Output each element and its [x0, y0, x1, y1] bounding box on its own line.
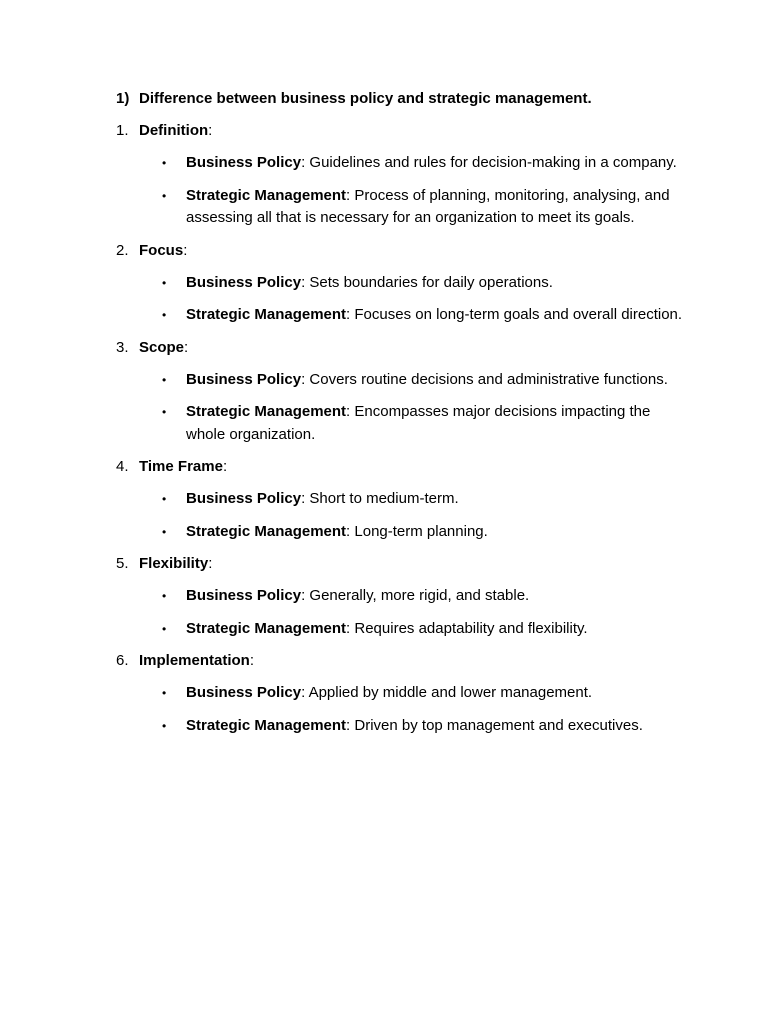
- section-header: [116, 337, 686, 359]
- section-number: 3.: [116, 338, 129, 356]
- heading-colon: :: [183, 241, 188, 259]
- bullet-icon: •: [162, 621, 167, 636]
- section-header: [116, 650, 686, 672]
- section-number: 1.: [116, 122, 129, 139]
- bullet-icon: •: [162, 524, 167, 539]
- section-implementation: [116, 650, 686, 737]
- bullet-item: [116, 369, 686, 392]
- bullet-icon: •: [162, 372, 167, 387]
- section-definition: [116, 120, 686, 230]
- section-heading: Implementation: [139, 652, 250, 669]
- section-header: [116, 553, 686, 575]
- section-scope: [116, 337, 686, 447]
- heading-colon: :: [208, 555, 213, 572]
- bullet-text: : Guidelines and rules for decision-making in a company.: [301, 154, 677, 171]
- bullet-icon: •: [162, 405, 167, 419]
- bullet-text: : Process of planning, monitoring, analysing, and assessing all that is necessary for an organization to meet its goals.: [186, 186, 670, 226]
- bullet-text: : Generally, more rigid, and stable.: [301, 587, 530, 604]
- bullet-term: Business Policy: [186, 490, 302, 507]
- section-heading: Focus: [139, 241, 184, 259]
- bullet-item: [116, 272, 686, 295]
- heading-colon: :: [222, 458, 228, 475]
- title-number: 1): [116, 90, 130, 107]
- bullet-text: : Short to medium-term.: [301, 490, 459, 507]
- bullet-text: : Sets boundaries for daily operations.: [301, 273, 553, 291]
- bullet-list: [116, 272, 686, 327]
- bullet-icon: •: [162, 156, 167, 170]
- bullet-text: : Requires adaptability and flexibility.: [346, 619, 588, 637]
- bullet-list: [116, 369, 686, 447]
- section-number: 2.: [116, 241, 129, 259]
- bullet-item: [116, 304, 686, 327]
- section-number: 5.: [116, 555, 129, 572]
- bullet-list: [116, 488, 686, 543]
- comparison-list: [116, 120, 686, 747]
- bullet-item: [116, 401, 686, 446]
- bullet-icon: •: [162, 589, 167, 603]
- bullet-icon: •: [162, 188, 167, 203]
- bullet-text: : Encompasses major decisions impacting the whole organization.: [186, 403, 651, 443]
- bullet-icon: •: [162, 308, 167, 322]
- bullet-list: [116, 585, 686, 640]
- section-time-frame: [116, 456, 686, 543]
- section-heading: Time Frame: [139, 458, 223, 475]
- section-header: [116, 456, 686, 478]
- bullet-list: [116, 682, 686, 737]
- bullet-term: Business Policy: [186, 684, 302, 701]
- section-flexibility: [116, 553, 686, 640]
- bullet-text: : Covers routine decisions and administrative functions.: [301, 370, 668, 388]
- bullet-text: : Focuses on long-term goals and overall direction.: [346, 306, 683, 323]
- bullet-item: [116, 585, 686, 608]
- section-heading: Scope: [139, 338, 185, 356]
- bullet-text: : Driven by top management and executives.: [346, 716, 643, 734]
- bullet-text: : Long-term planning.: [346, 522, 488, 540]
- bullet-item: [116, 152, 686, 175]
- bullet-term: Business Policy: [186, 154, 302, 171]
- bullet-list: [116, 152, 686, 230]
- bullet-item: [116, 488, 686, 511]
- bullet-item: [116, 682, 686, 705]
- bullet-icon: •: [162, 275, 167, 290]
- bullet-term: Strategic Management: [186, 619, 347, 637]
- bullet-term: Business Policy: [186, 370, 302, 388]
- section-header: [116, 120, 686, 142]
- bullet-term: Strategic Management: [186, 716, 347, 734]
- section-heading: Definition: [139, 122, 209, 139]
- bullet-item: [116, 185, 686, 230]
- bullet-term: Business Policy: [186, 587, 302, 604]
- section-header: [116, 240, 686, 262]
- bullet-term: Strategic Management: [186, 522, 347, 540]
- title-text: Difference between business policy and strategic management.: [139, 90, 592, 107]
- bullet-term: Strategic Management: [186, 186, 347, 204]
- section-number: 4.: [116, 458, 129, 475]
- bullet-icon: •: [162, 718, 167, 733]
- bullet-icon: •: [162, 492, 167, 506]
- heading-colon: :: [249, 652, 255, 669]
- section-number: 6.: [116, 652, 129, 669]
- bullet-text: : Applied by middle and lower management.: [301, 684, 593, 701]
- heading-colon: :: [184, 338, 189, 356]
- bullet-item: [116, 521, 686, 544]
- heading-colon: :: [208, 122, 213, 139]
- document-title: [116, 88, 592, 110]
- bullet-term: Strategic Management: [186, 306, 347, 323]
- section-heading: Flexibility: [139, 555, 209, 572]
- section-focus: [116, 240, 686, 327]
- bullet-icon: •: [162, 686, 167, 700]
- bullet-item: [116, 715, 686, 738]
- bullet-item: [116, 618, 686, 641]
- bullet-term: Strategic Management: [186, 403, 347, 420]
- bullet-term: Business Policy: [186, 273, 302, 291]
